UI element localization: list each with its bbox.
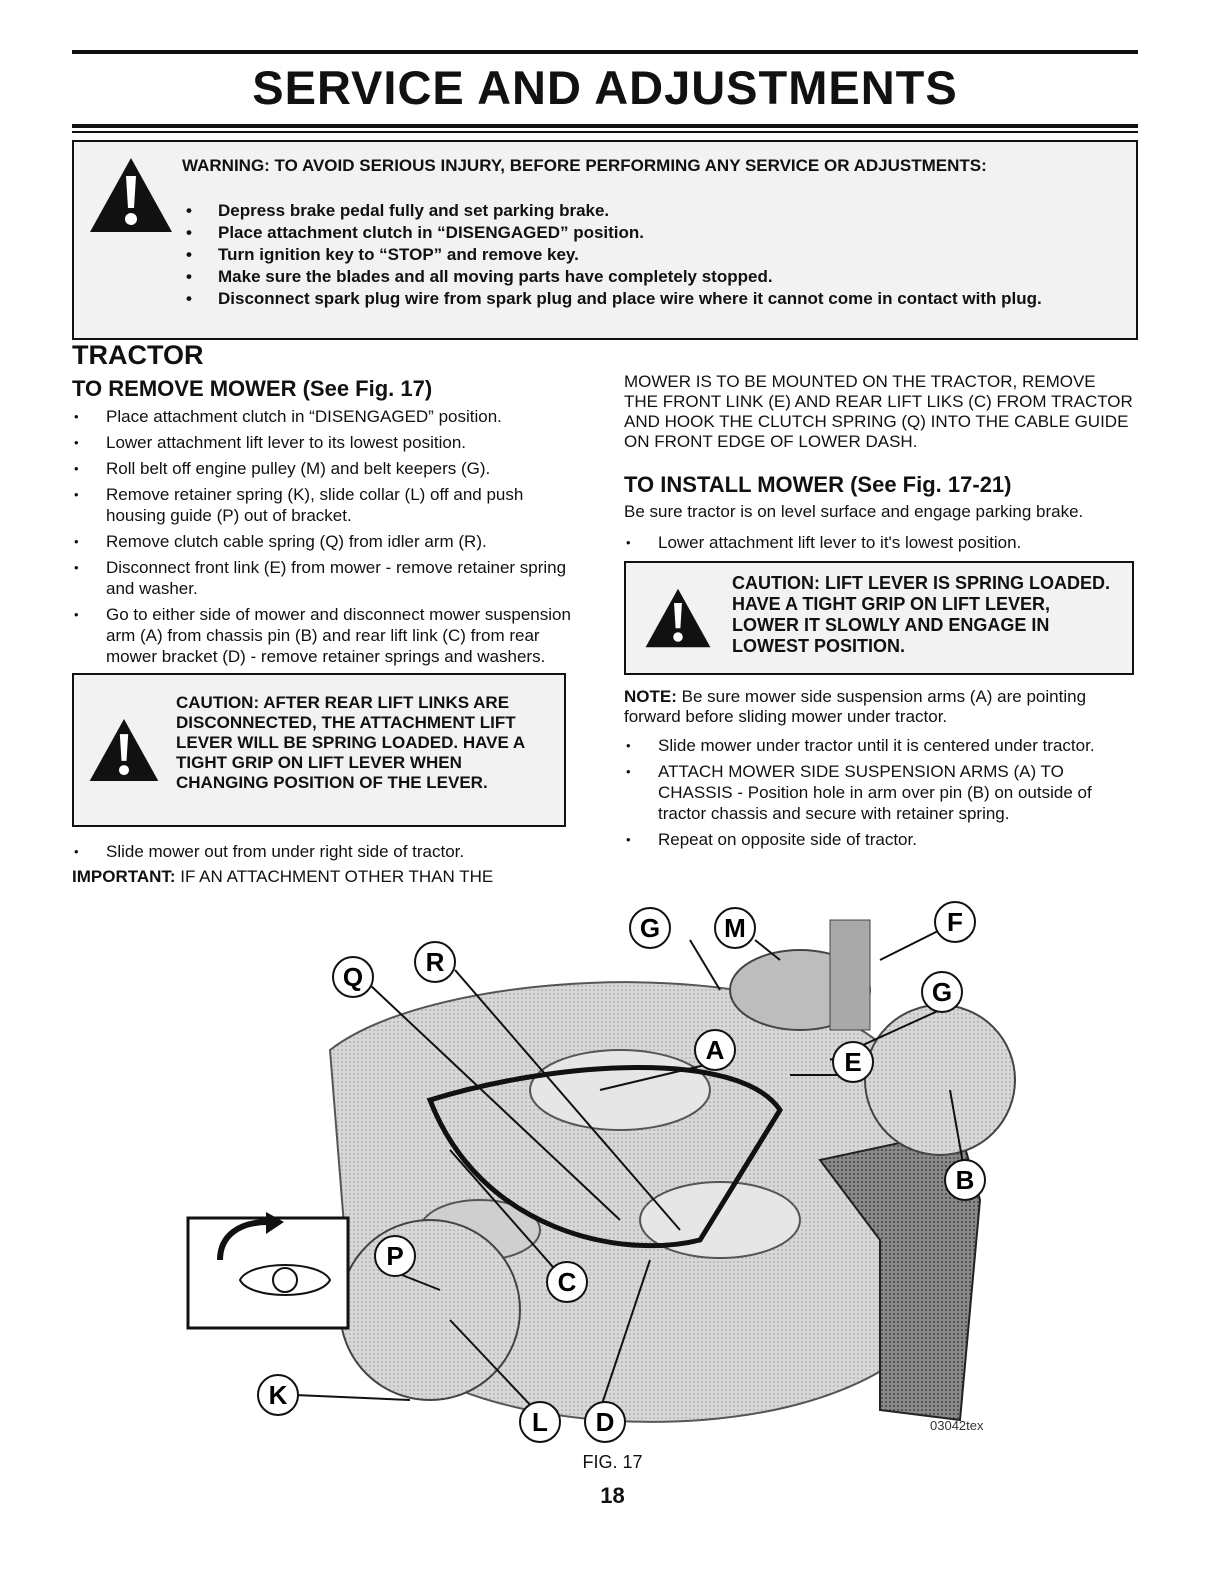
callout-label (945, 1160, 985, 1200)
callout-label (547, 1262, 587, 1302)
left-column (72, 376, 578, 887)
install-intro: Be sure tractor is on level surface and engage parking brake. (624, 502, 1084, 521)
callout-label (520, 1402, 560, 1442)
important-label: IMPORTANT: (72, 867, 176, 886)
list-item: • Slide mower out from under right side of tractor. (72, 841, 578, 862)
warning-item: • Place attachment clutch in “DISENGAGED” position. (182, 222, 1122, 244)
callout-label (630, 908, 670, 948)
detail-circle-shape (865, 1005, 1015, 1155)
callout-text: A (705, 1035, 725, 1065)
callout-label (715, 908, 755, 948)
important-continued: MOWER IS TO BE MOUNTED ON THE TRACTOR, REMOVE THE FRONT LINK (E) AND REAR LIFT LIKS (C) FROM TRACTOR AND HOOK THE CLUTCH SPRING (Q) INTO THE CABLE GUIDE ON FRONT EDGE OF LOWER DASH. (624, 372, 1133, 451)
callout-text: L (532, 1407, 548, 1437)
warning-triangle-icon (88, 156, 174, 234)
list-item: • ATTACH MOWER SIDE SUSPENSION ARMS (A) TO CHASSIS - Position hole in arm over pin (B) on outside of tractor chassis and secure with retainer spring. (624, 761, 1134, 824)
list-item: • Disconnect front link (E) from mower - remove retainer spring and washer. (72, 557, 578, 599)
callout-label (833, 1042, 873, 1082)
install-caution-box (624, 561, 1134, 675)
figure-17-illustration (180, 900, 1040, 1450)
install-steps (624, 735, 1134, 850)
callout-text: R (425, 947, 445, 977)
warning-heading: WARNING: TO AVOID SERIOUS INJURY, BEFORE PERFORMING ANY SERVICE OR ADJUSTMENTS: (182, 156, 987, 175)
install-note (624, 687, 1134, 727)
install-heading: TO INSTALL MOWER (See Fig. 17-21) (624, 472, 1012, 497)
list-item: • Repeat on opposite side of tractor. (624, 829, 1134, 850)
callout-text: G (639, 913, 661, 943)
remove-caution-text: CAUTION: AFTER REAR LIFT LINKS ARE DISCONNECTED, THE ATTACHMENT LIFT LEVER WILL BE SPRING LOADED. HAVE A TIGHT GRIP ON LIFT LEVER WHEN CHANGING POSITION OF THE LEVER. (176, 693, 525, 792)
important-text: IF AN ATTACHMENT OTHER THAN THE (175, 867, 494, 886)
list-item: • Place attachment clutch in “DISENGAGED” position. (72, 406, 578, 427)
install-caution-text: CAUTION: LIFT LEVER IS SPRING LOADED. HAVE A TIGHT GRIP ON LIFT LEVER, LOWER IT SLOWLY AND ENGAGE IN LOWEST POSITION. (732, 573, 1111, 656)
callout-label (415, 942, 455, 982)
warning-item: • Disconnect spark plug wire from spark plug and place wire where it cannot come in contact with plug. (182, 288, 1122, 310)
callout-text: M (724, 913, 746, 943)
list-item: • Slide mower under tractor until it is centered under tractor. (624, 735, 1134, 756)
list-item: • Lower attachment lift lever to it's lowest position. (624, 532, 1134, 553)
callout-text: G (931, 977, 953, 1007)
note-text: Be sure mower side suspension arms (A) are pointing forward before sliding mower under tractor. (624, 687, 1087, 726)
callout-text: F (947, 907, 963, 937)
right-column (624, 372, 1134, 855)
remove-after-steps (72, 841, 578, 862)
detail-circle-shape (340, 1220, 520, 1400)
callout-label (585, 1402, 625, 1442)
warning-triangle-icon (644, 587, 712, 649)
warning-triangle-icon (88, 717, 160, 783)
callout-label (935, 902, 975, 942)
title-underline-thin (72, 131, 1138, 133)
callout-text: E (844, 1047, 862, 1077)
callout-text: Q (342, 962, 364, 992)
title-underline (72, 124, 1138, 128)
warning-box (72, 140, 1138, 340)
top-rule (72, 50, 1138, 54)
section-title: TRACTOR (72, 340, 204, 370)
callout-text: D (595, 1407, 615, 1437)
callout-text: C (557, 1267, 577, 1297)
remove-heading: TO REMOVE MOWER (See Fig. 17) (72, 376, 433, 401)
list-item: • Go to either side of mower and disconnect mower suspension arm (A) from chassis pin (B) and rear lift link (C) from rear mower bracket (D) - remove retainer springs and washers. (72, 604, 578, 667)
figure-code: 03042tex (930, 1418, 984, 1433)
callout-text: K (268, 1380, 288, 1410)
pulley-shape (530, 1050, 710, 1130)
warning-item: • Depress brake pedal fully and set parking brake. (182, 200, 1122, 222)
callout-label (375, 1236, 415, 1276)
bracket-shape (830, 920, 870, 1030)
list-item: • Remove retainer spring (K), slide collar (L) off and push housing guide (P) out of bracket. (72, 484, 578, 526)
callout-text: B (955, 1165, 975, 1195)
callout-label (922, 972, 962, 1012)
note-label: NOTE: (624, 687, 677, 706)
list-item: • Lower attachment lift lever to its lowest position. (72, 432, 578, 453)
list-item: • Roll belt off engine pulley (M) and belt keepers (G). (72, 458, 578, 479)
important-note (72, 867, 578, 887)
page-number: 18 (600, 1483, 625, 1508)
figure-caption: FIG. 17 (582, 1452, 643, 1472)
warning-item: • Make sure the blades and all moving parts have completely stopped. (182, 266, 1122, 288)
remove-steps (72, 406, 578, 667)
callout-label (695, 1030, 735, 1070)
callout-label (258, 1375, 298, 1415)
list-item: • Remove clutch cable spring (Q) from idler arm (R). (72, 531, 578, 552)
page-title: SERVICE AND ADJUSTMENTS (252, 61, 958, 114)
warning-item: • Turn ignition key to “STOP” and remove key. (182, 244, 1122, 266)
remove-caution-box (72, 673, 566, 827)
install-step-list (624, 532, 1134, 553)
warning-list (182, 200, 1122, 310)
callout-label (333, 957, 373, 997)
callout-text: P (386, 1241, 404, 1271)
